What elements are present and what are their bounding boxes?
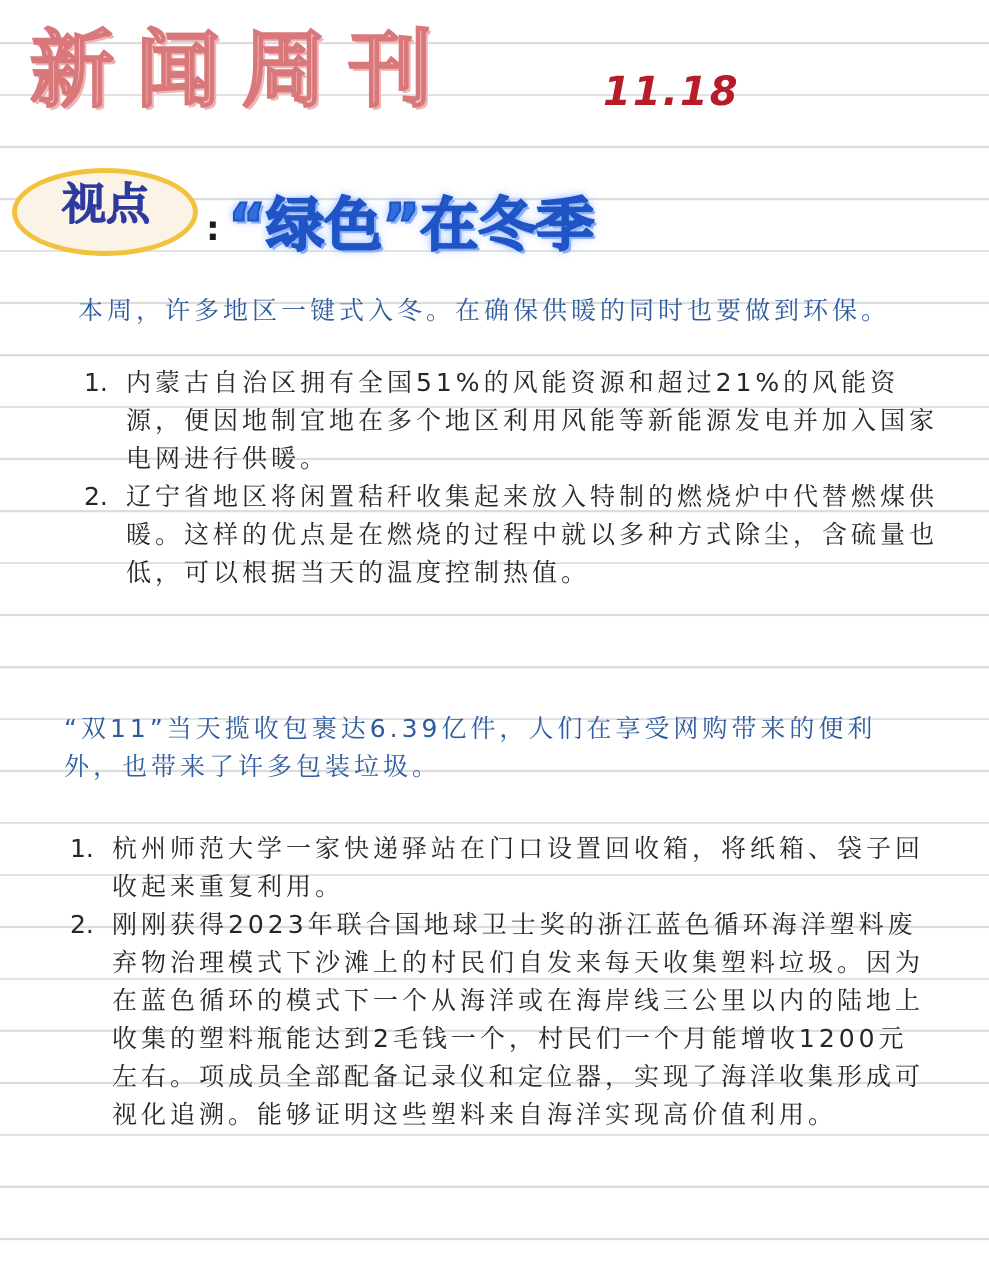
list-item-text: 刚刚获得2023年联合国地球卫士奖的浙江蓝色循环海洋塑料废弃物治理模式下沙滩上的村民们自发来每天收集塑料垃圾。因为在蓝色循环的模式下一个从海洋或在海岸线三公里以内的陆地上收集的塑料瓶能达到2毛钱一个，村民们一个月能增收1200元左右。项成员全部配备记录仪和定位器，实现了海洋收集形成可视化追溯。能够证明这些塑料来自海洋实现高价值利用。 <box>112 910 925 1129</box>
list-item <box>84 478 944 592</box>
list-item-text: 杭州师范大学一家快递驿站在门口设置回收箱，将纸箱、袋子回收起来重复利用。 <box>112 834 925 901</box>
list-item-number: 2. <box>84 482 108 511</box>
issue-date: 11.18 <box>603 69 740 115</box>
list-item-number: 2. <box>70 910 94 939</box>
section2-intro: “双11”当天揽收包裹达6.39亿件，人们在享受网购带来的便利外，也带来了许多包装垃圾。 <box>64 714 877 781</box>
list-item-number: 1. <box>84 368 108 397</box>
list-item <box>70 830 930 906</box>
section1-list <box>84 364 944 592</box>
topic-title: “绿色”在冬季 <box>228 191 595 259</box>
list-item-text: 辽宁省地区将闲置秸秆收集起来放入特制的燃烧炉中代替燃煤供暖。这样的优点是在燃烧的过程中就以多种方式除尘，含硫量也低，可以根据当天的温度控制热值。 <box>126 482 939 587</box>
section2-list <box>70 830 930 1134</box>
list-item <box>84 364 944 478</box>
list-item-number: 1. <box>70 834 94 863</box>
topic-tag: 视点 <box>62 179 150 230</box>
topic-separator: : <box>206 209 220 249</box>
list-item-text: 内蒙古自治区拥有全国51%的风能资源和超过21%的风能资源，便因地制宜地在多个地区利用风能等新能源发电并加入国家电网进行供暖。 <box>126 368 939 473</box>
list-item <box>70 906 930 1134</box>
page-title: 新闻周刊 <box>30 20 455 119</box>
section1-intro: 本周，许多地区一键式入冬。在确保供暖的同时也要做到环保。 <box>78 296 891 325</box>
